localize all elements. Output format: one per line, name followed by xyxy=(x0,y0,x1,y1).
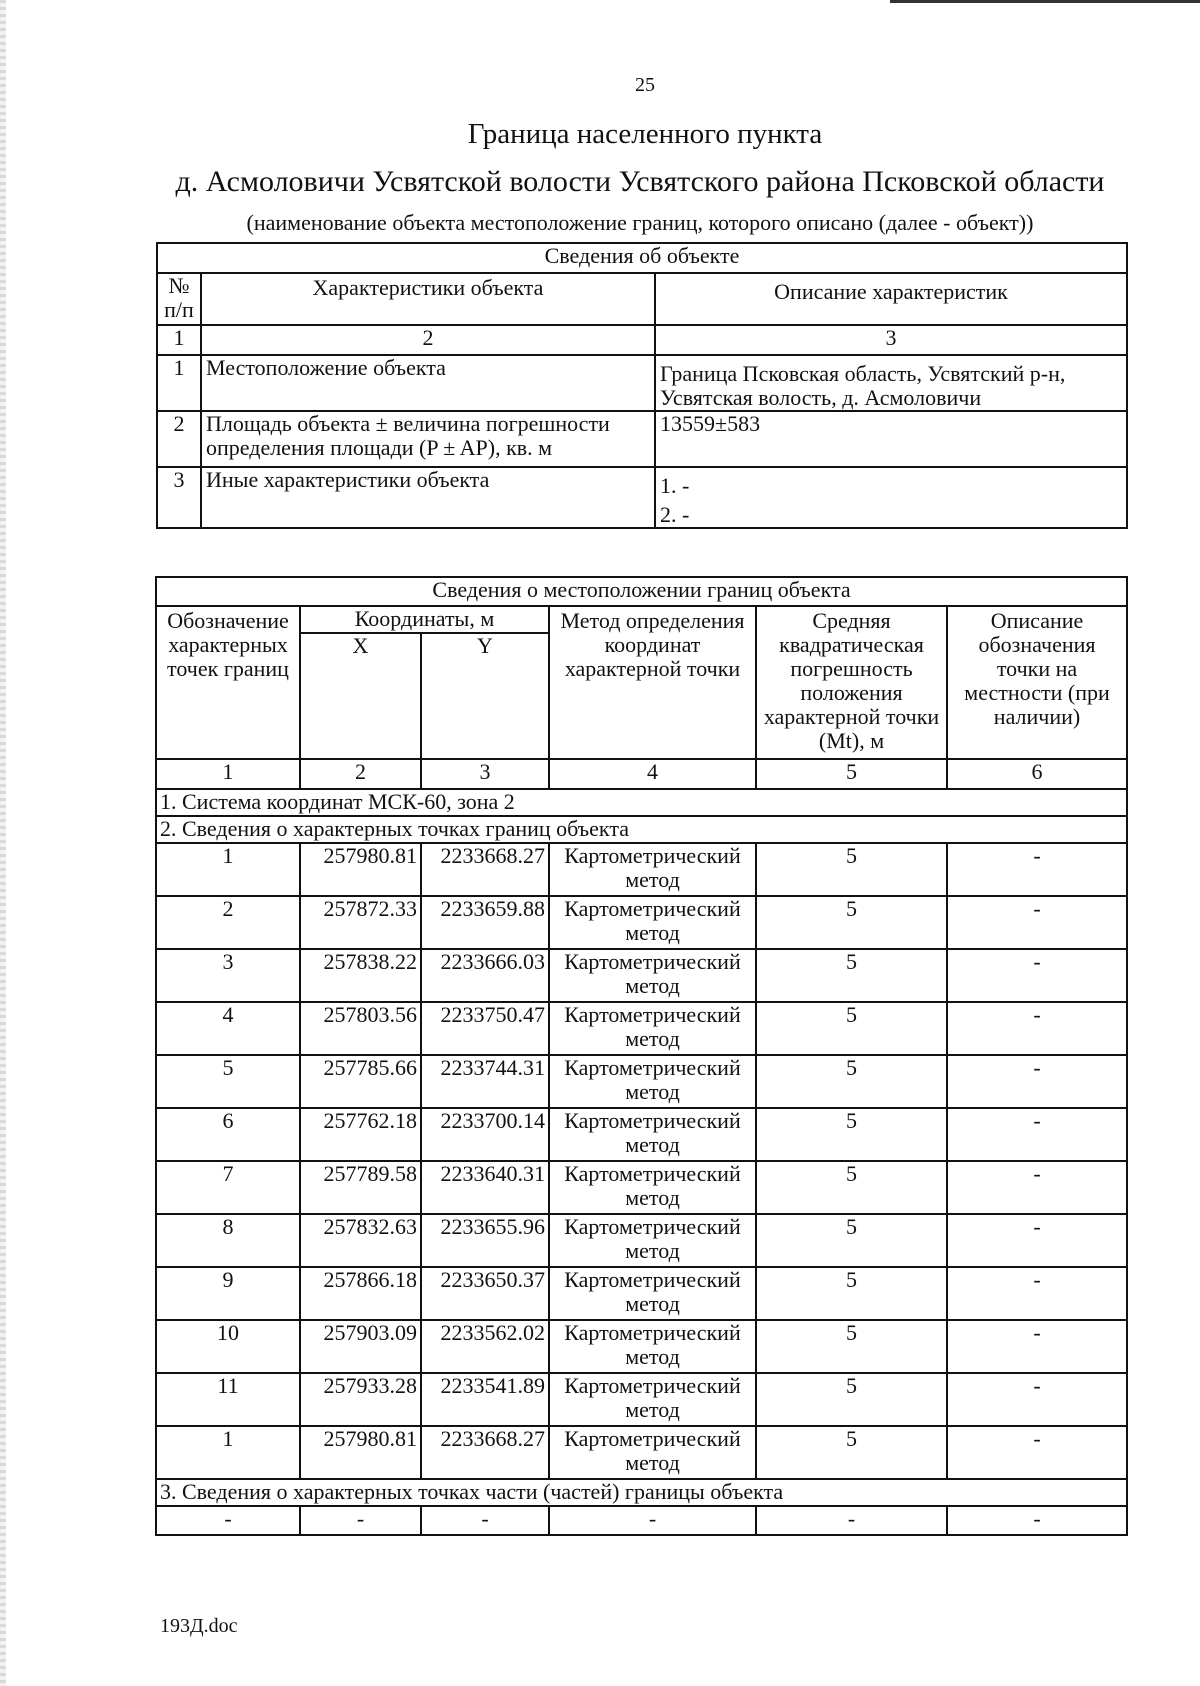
boundary-coordinates-table xyxy=(155,576,1128,1536)
point-x: 257872.33 xyxy=(300,896,421,949)
point-number: 2 xyxy=(156,896,300,949)
point-mt: 5 xyxy=(756,949,947,1002)
document-title: Граница населенного пункта xyxy=(467,118,823,150)
method-line: Картометрический xyxy=(564,1002,741,1027)
coords-table-caption: Сведения о местоположении границ объекта xyxy=(156,577,1127,606)
point-x: 257789.58 xyxy=(300,1161,421,1214)
method-line: Картометрический xyxy=(564,1214,741,1239)
point-number: 10 xyxy=(156,1320,300,1373)
method-line: метод xyxy=(625,1238,680,1263)
method-line: Картометрический xyxy=(564,1108,741,1133)
table-row xyxy=(156,1214,1127,1267)
point-number: 4 xyxy=(156,1002,300,1055)
table-row xyxy=(156,896,1127,949)
point-x: 257866.18 xyxy=(300,1267,421,1320)
info-col-number: 2 xyxy=(201,325,655,355)
method-line: метод xyxy=(625,1291,680,1316)
point-y: 2233655.96 xyxy=(421,1214,549,1267)
method-line: Картометрический xyxy=(564,843,741,868)
info-row-num: 3 xyxy=(157,467,201,528)
point-method xyxy=(549,896,756,949)
point-y: 2233650.37 xyxy=(421,1267,549,1320)
point-number: 3 xyxy=(156,949,300,1002)
point-description: - xyxy=(947,843,1127,896)
coords-col-number: 5 xyxy=(756,759,947,789)
table-row xyxy=(156,1320,1127,1373)
method-line: Картометрический xyxy=(564,1267,741,1292)
point-method xyxy=(549,1055,756,1108)
table-row xyxy=(156,1161,1127,1214)
table-row xyxy=(156,1002,1127,1055)
point-x: 257803.56 xyxy=(300,1002,421,1055)
method-line: метод xyxy=(625,1344,680,1369)
header-point-description: Описание обозначения точки на местности (при наличии) xyxy=(947,606,1127,759)
method-line: Картометрический xyxy=(564,896,741,921)
info-row-name: Иные характеристики объекта xyxy=(201,467,655,528)
info-header-description: Описание характеристик xyxy=(655,273,1127,325)
table-row xyxy=(156,1055,1127,1108)
point-description: - xyxy=(947,1161,1127,1214)
header-mean-error: Средняя квадратическая погрешность положения характерной точки (Mt), м xyxy=(756,606,947,759)
point-mt: 5 xyxy=(756,843,947,896)
point-mt: 5 xyxy=(756,1002,947,1055)
point-method xyxy=(549,1214,756,1267)
coords-col-number: 2 xyxy=(300,759,421,789)
point-mt: 5 xyxy=(756,1161,947,1214)
point-number: 5 xyxy=(156,1055,300,1108)
method-line: метод xyxy=(625,1450,680,1475)
point-y: 2233541.89 xyxy=(421,1373,549,1426)
point-method xyxy=(549,1108,756,1161)
point-y: 2233668.27 xyxy=(421,843,549,896)
coords-col-number: 4 xyxy=(549,759,756,789)
coords-col-number: 6 xyxy=(947,759,1127,789)
point-mt: 5 xyxy=(756,1108,947,1161)
point-number: 1 xyxy=(156,1426,300,1479)
point-method xyxy=(549,949,756,1002)
method-line: метод xyxy=(625,1079,680,1104)
point-description: - xyxy=(947,1108,1127,1161)
header-method: Метод определения координат характерной точки xyxy=(549,606,756,759)
info-row-name: Местоположение объекта xyxy=(201,355,655,411)
header-point-designation: Обозначение характерных точек границ xyxy=(156,606,300,759)
info-header-num: № п/п xyxy=(157,273,201,325)
point-y: 2233668.27 xyxy=(421,1426,549,1479)
point-description: - xyxy=(947,1214,1127,1267)
info-row-value: 13559±583 xyxy=(655,411,1127,467)
part-points-row xyxy=(156,1506,1127,1535)
point-method xyxy=(549,1161,756,1214)
header-coordinates: Координаты, м xyxy=(300,606,549,633)
method-line: метод xyxy=(625,867,680,892)
part-cell: - xyxy=(421,1506,549,1535)
info-name-line: определения площади (P ± AP), кв. м xyxy=(206,435,553,460)
point-y: 2233562.02 xyxy=(421,1320,549,1373)
point-x: 257762.18 xyxy=(300,1108,421,1161)
point-x: 257832.63 xyxy=(300,1214,421,1267)
method-line: Картометрический xyxy=(564,1373,741,1398)
point-x: 257785.66 xyxy=(300,1055,421,1108)
part-cell: - xyxy=(947,1506,1127,1535)
point-number: 11 xyxy=(156,1373,300,1426)
table-row xyxy=(156,1108,1127,1161)
point-mt: 5 xyxy=(756,1267,947,1320)
table-row xyxy=(156,1426,1127,1479)
point-mt: 5 xyxy=(756,1055,947,1108)
info-col-number: 3 xyxy=(655,325,1127,355)
info-value-line: Граница Псковская область, Усвятский р-н, xyxy=(660,361,1066,386)
info-row-value xyxy=(655,467,1127,528)
point-description: - xyxy=(947,1426,1127,1479)
scan-edge-left xyxy=(0,0,6,1686)
part-cell: - xyxy=(549,1506,756,1535)
point-y: 2233659.88 xyxy=(421,896,549,949)
point-description: - xyxy=(947,949,1127,1002)
method-line: Картометрический xyxy=(564,1320,741,1345)
part-cell: - xyxy=(300,1506,421,1535)
header-y: Y xyxy=(421,633,549,759)
point-y: 2233666.03 xyxy=(421,949,549,1002)
method-line: метод xyxy=(625,920,680,945)
point-x: 257980.81 xyxy=(300,843,421,896)
info-value-line: 1. - xyxy=(660,473,690,498)
point-mt: 5 xyxy=(756,896,947,949)
info-row xyxy=(157,355,1127,411)
point-x: 257933.28 xyxy=(300,1373,421,1426)
point-mt: 5 xyxy=(756,1320,947,1373)
section-boundary-points: 2. Сведения о характерных точках границ объекта xyxy=(156,816,1127,843)
table-row xyxy=(156,1373,1127,1426)
coords-col-number: 1 xyxy=(156,759,300,789)
info-row-value xyxy=(655,355,1127,411)
part-cell: - xyxy=(756,1506,947,1535)
section-part-points: 3. Сведения о характерных точках части (частей) границы объекта xyxy=(156,1479,1127,1506)
info-name-line: Площадь объекта ± величина погрешности xyxy=(206,411,610,436)
point-description: - xyxy=(947,1267,1127,1320)
point-method xyxy=(549,1002,756,1055)
point-mt: 5 xyxy=(756,1214,947,1267)
method-line: Картометрический xyxy=(564,1055,741,1080)
point-y: 2233700.14 xyxy=(421,1108,549,1161)
point-method xyxy=(549,1373,756,1426)
method-line: Картометрический xyxy=(564,1161,741,1186)
table-row xyxy=(156,949,1127,1002)
info-row-name xyxy=(201,411,655,467)
info-value-line: 2. - xyxy=(660,502,690,527)
point-description: - xyxy=(947,1055,1127,1108)
document-note: (наименование объекта местоположение границ, которого описано (далее - объект)) xyxy=(246,210,1034,235)
point-y: 2233640.31 xyxy=(421,1161,549,1214)
point-x: 257903.09 xyxy=(300,1320,421,1373)
header-x: X xyxy=(300,633,421,759)
footer-filename: 193Д.doc xyxy=(160,1615,238,1637)
point-method xyxy=(549,1267,756,1320)
method-line: метод xyxy=(625,1026,680,1051)
method-line: метод xyxy=(625,1397,680,1422)
method-line: метод xyxy=(625,973,680,998)
table-row xyxy=(156,1267,1127,1320)
section-coordinate-system: 1. Система координат МСК-60, зона 2 xyxy=(156,789,1127,816)
table-row xyxy=(156,843,1127,896)
point-number: 7 xyxy=(156,1161,300,1214)
point-y: 2233744.31 xyxy=(421,1055,549,1108)
point-number: 6 xyxy=(156,1108,300,1161)
point-x: 257838.22 xyxy=(300,949,421,1002)
info-value-line: Усвятская волость, д. Асмоловичи xyxy=(660,385,982,410)
point-method xyxy=(549,843,756,896)
point-mt: 5 xyxy=(756,1426,947,1479)
point-y: 2233750.47 xyxy=(421,1002,549,1055)
scan-edge-top xyxy=(890,0,1200,3)
coords-col-number: 3 xyxy=(421,759,549,789)
point-number: 1 xyxy=(156,843,300,896)
point-number: 8 xyxy=(156,1214,300,1267)
info-row-num: 2 xyxy=(157,411,201,467)
object-info-table xyxy=(156,242,1128,529)
info-row xyxy=(157,411,1127,467)
method-line: Картометрический xyxy=(564,949,741,974)
point-mt: 5 xyxy=(756,1373,947,1426)
point-description: - xyxy=(947,1373,1127,1426)
point-description: - xyxy=(947,896,1127,949)
point-description: - xyxy=(947,1320,1127,1373)
info-table-caption: Сведения об объекте xyxy=(157,243,1127,273)
points-body xyxy=(156,843,1127,1479)
point-number: 9 xyxy=(156,1267,300,1320)
info-header-characteristics: Характеристики объекта xyxy=(201,273,655,325)
method-line: Картометрический xyxy=(564,1426,741,1451)
point-x: 257980.81 xyxy=(300,1426,421,1479)
info-row-num: 1 xyxy=(157,355,201,411)
info-row xyxy=(157,467,1127,528)
method-line: метод xyxy=(625,1132,680,1157)
point-method xyxy=(549,1426,756,1479)
point-description: - xyxy=(947,1002,1127,1055)
part-cell: - xyxy=(156,1506,300,1535)
page-number: 25 xyxy=(635,74,655,96)
method-line: метод xyxy=(625,1185,680,1210)
point-method xyxy=(549,1320,756,1373)
info-col-number: 1 xyxy=(157,325,201,355)
document-subtitle: д. Асмоловичи Усвятской волости Усвятского района Псковской области xyxy=(175,165,1105,198)
